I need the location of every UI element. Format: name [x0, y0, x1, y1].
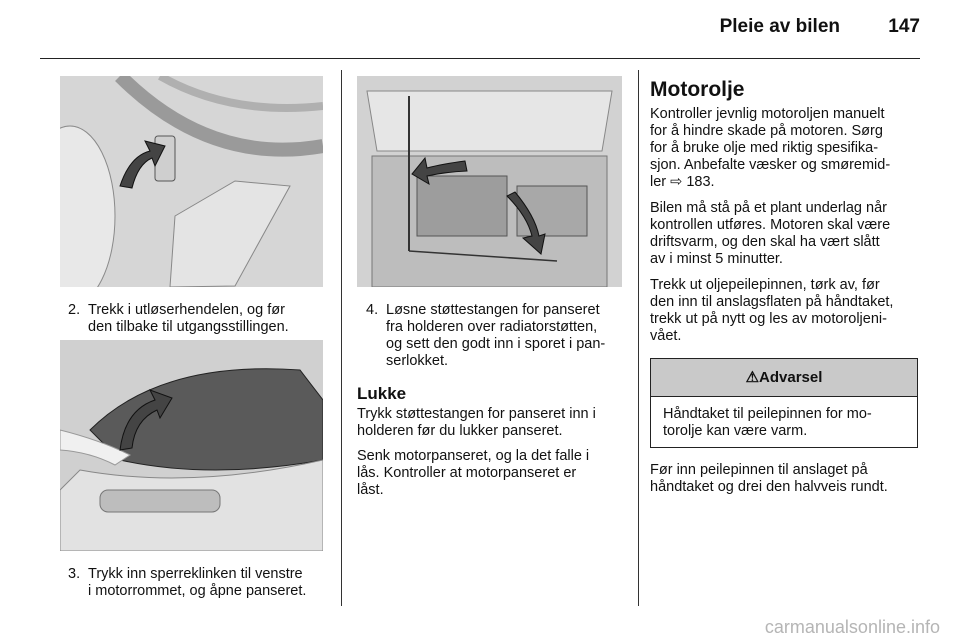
heading-close: Lukke: [357, 384, 407, 403]
paragraph-close-2: Senk motorpanseret, og la det falle i lås. Kontroller at motorpanseret er låst.: [357, 448, 590, 498]
step-text: Løsne støttestangen for panseret fra holderen over radiatorstøtten, og sett den godt inn i sporet i pan- serlokket.: [386, 302, 606, 369]
page-section-title: Pleie av bilen: [719, 16, 840, 37]
paragraph-oil-2: Bilen må stå på et plant underlag når kontrollen utføres. Motoren skal være driftsvarm, og den skal ha vært slått av i minst 5 minutter.: [650, 200, 891, 267]
watermark: carmanualsonline.info: [764, 617, 940, 637]
page-number: 147: [888, 16, 920, 37]
figure-release-lever: [60, 76, 323, 287]
step-text: Trykk inn sperreklinken til venstre i motorrommet, og åpne panseret.: [88, 566, 307, 599]
warning-icon: ⚠: [745, 369, 760, 386]
step-number: 2.: [68, 302, 81, 318]
warning-box: [650, 358, 918, 448]
warning-header: [651, 359, 917, 397]
column-divider: [638, 70, 639, 606]
header-divider: [40, 58, 920, 59]
paragraph-close-1: Trykk støttestangen for panseret inn i holderen før du lukker panseret.: [357, 406, 596, 439]
step-number: 4.: [366, 302, 379, 318]
column-divider: [341, 70, 342, 606]
paragraph-oil-4: Før inn peilepinnen til anslaget på håndtaket og drei den halvveis rundt.: [650, 462, 888, 495]
step-text: Trekk i utløserhendelen, og før den tilbake til utgangsstillingen.: [88, 302, 289, 335]
warning-title: Advarsel: [759, 369, 823, 386]
warning-text: Håndtaket til peilepinnen for mo- torolje kan være varm.: [663, 406, 872, 439]
figure-hood-prop-rod: [357, 76, 622, 287]
figure-hood-open: [60, 340, 323, 551]
paragraph-oil-1: Kontroller jevnlig motoroljen manuelt for å hindre skade på motoren. Sørg for å bruke olje med riktig spesifika- sjon. Anbefalte væsker og smøremid- ler ⇨ 183.: [650, 106, 891, 190]
heading-engine-oil: Motorolje: [650, 78, 745, 101]
step-number: 3.: [68, 566, 81, 582]
paragraph-oil-3: Trekk ut oljepeilepinnen, tørk av, før den inn til anslagsflaten på håndtaket, trekk ut på nytt og les av motoroljeni- vået.: [650, 277, 894, 344]
